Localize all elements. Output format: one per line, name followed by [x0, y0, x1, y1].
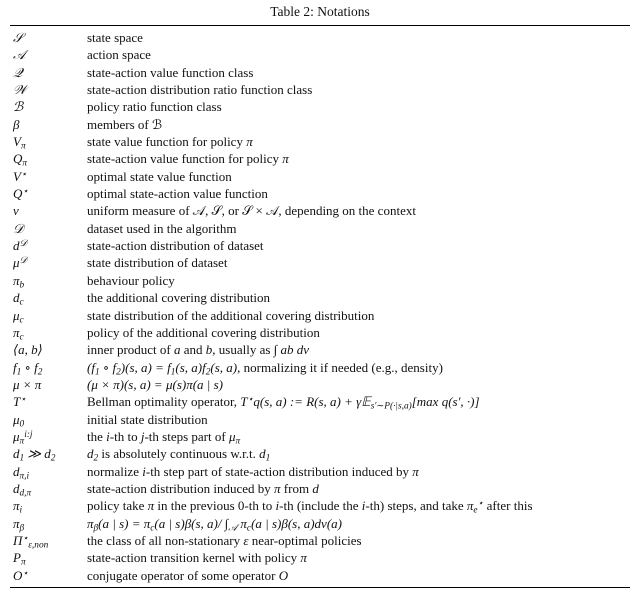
table-row [10, 445, 630, 462]
symbol-cell: ν [13, 203, 19, 219]
table-row [10, 81, 630, 98]
description-cell: state distribution of dataset [87, 255, 228, 271]
table-row [10, 185, 630, 202]
description-cell: uniform measure of 𝒜, 𝒮, or 𝒮 × 𝒜, depending on the context [87, 203, 416, 219]
table-row [10, 532, 630, 549]
table-row [10, 376, 630, 393]
symbol-cell: $\pi_b$ [13, 272, 25, 291]
symbol-cell: ℬ [13, 99, 24, 115]
description-cell: policy ratio function class [87, 99, 222, 115]
description-cell: dataset used in the algorithm [87, 220, 237, 236]
description-cell: Bellman optimality operator, T⋆q(s, a) := R(s, a) + γ𝔼$_{s'\sim P(\cdot|s,a)}$[max q(s′, ·)] [87, 394, 480, 412]
symbol-cell: $\pi_\beta$ [13, 515, 25, 533]
description-cell: behaviour policy [87, 272, 175, 288]
table-row [10, 168, 630, 185]
table-row [10, 428, 630, 445]
symbol-cell: 𝒟 [13, 220, 24, 236]
symbol-cell: μ × π [13, 376, 42, 392]
symbol-cell: $\mu_0$ [13, 411, 25, 429]
symbol-cell: $\pi_i$ [13, 498, 23, 516]
top-rule [10, 25, 630, 26]
description-cell: state-action value function class [87, 64, 254, 80]
symbol-cell: ⟨a, b⟩ [13, 342, 43, 358]
symbol-cell: V⋆ [13, 168, 27, 184]
description-cell: members of ℬ [87, 116, 163, 132]
table-row [10, 307, 630, 324]
symbol-cell: 𝒲 [13, 82, 27, 98]
symbol-cell: O⋆ [13, 567, 29, 583]
table-row [10, 29, 630, 46]
symbol-cell: $P_\pi$ [13, 550, 26, 568]
table-row [10, 116, 630, 133]
description-cell: state-action value function for policy π [87, 151, 289, 167]
description-cell: action space [87, 47, 151, 63]
notation-table-body [10, 29, 630, 584]
table-row [10, 549, 630, 566]
description-cell: state-action distribution induced by π from d [87, 480, 319, 496]
description-cell: state space [87, 30, 143, 45]
table-row [10, 237, 630, 254]
symbol-cell: $\mu^𝒟$ [13, 255, 27, 271]
symbol-cell: Q⋆ [13, 186, 29, 202]
bottom-rule [10, 587, 630, 588]
description-cell: inner product of a and b, usually as ∫ ab dν [87, 342, 310, 358]
table-caption: Table 2: Notations [270, 4, 370, 19]
table-row [10, 272, 630, 289]
description-cell: $\pi_\beta(a$ | $s) = \pi_c(a$ | s)β(s, a)/ $\int_𝒜$ $\pi_c(a$ | s)β(s, a)dν(a) [87, 515, 342, 533]
description-cell: optimal state value function [87, 168, 232, 184]
symbol-cell: 𝒜 [13, 47, 26, 63]
symbol-cell: $Q_\pi$ [13, 151, 28, 169]
symbol-cell: $\Pi^⋆_{\varepsilon,non}$ [13, 532, 49, 551]
symbol-cell: $f_1$ ∘ $f_2$ [13, 359, 43, 377]
table-row [10, 463, 630, 480]
description-cell: state value function for policy π [87, 134, 253, 150]
description-cell: (μ × π)(s, a) = μ(s)π(a | s) [87, 376, 224, 392]
table-row [10, 324, 630, 341]
description-cell: the class of all non-stationary ε near-optimal policies [87, 532, 362, 548]
description-cell: the i-th to j-th steps part of $\mu_\pi$ [87, 428, 241, 447]
table-row [10, 515, 630, 532]
symbol-cell: $d_c$ [13, 290, 24, 308]
description-cell: the additional covering distribution [87, 290, 271, 306]
symbol-cell: $\mu_c$ [13, 307, 24, 325]
description-cell: optimal state-action value function [87, 186, 268, 202]
symbol-cell: β [13, 116, 20, 132]
table-row [10, 150, 630, 167]
table-row [10, 359, 630, 376]
symbol-cell: $V_\pi$ [13, 134, 26, 152]
description-cell: state-action distribution ratio function class [87, 82, 313, 98]
table-row [10, 480, 630, 497]
description-cell: conjugate operator of some operator O [87, 567, 289, 583]
symbol-cell: $d^𝒟$ [13, 238, 27, 254]
table-row [10, 98, 630, 115]
description-cell: state distribution of the additional covering distribution [87, 307, 375, 323]
table-row [10, 46, 630, 63]
symbol-cell: $\pi_c$ [13, 324, 24, 343]
table-row [10, 289, 630, 306]
table-row [10, 411, 630, 428]
table-row [10, 64, 630, 81]
description-cell: policy take π in the previous 0-th to i-th (include the i-th) steps, and take $\pi_e^⋆$ after this [87, 498, 533, 516]
table-row [10, 497, 630, 514]
symbol-cell: 𝒬 [13, 64, 23, 80]
symbol-cell: $d_{d,\pi}$ [13, 480, 32, 499]
symbol-cell: $\mu_\pi^{i:j}$ [13, 428, 33, 447]
description-cell: state-action transition kernel with policy π [87, 550, 307, 566]
description-cell: ($f_1$ ∘ $f_2)(s$, $a) = f_1(s$, $a)f_2(s$, a), normalizing it if needed (e.g., density) [87, 359, 443, 377]
table-row [10, 202, 630, 219]
table-row [10, 220, 630, 237]
description-cell: policy of the additional covering distribution [87, 324, 320, 340]
table-row [10, 341, 630, 358]
description-cell: state-action distribution of dataset [87, 238, 264, 254]
symbol-cell: 𝒮 [13, 30, 24, 45]
table-row [10, 567, 630, 584]
symbol-cell: $d_1$ ≫ $d_2$ [13, 446, 56, 464]
table-row [10, 393, 630, 410]
table-row [10, 133, 630, 150]
symbol-cell: $d_{\pi,i}$ [13, 463, 30, 481]
table-row [10, 254, 630, 271]
description-cell: initial state distribution [87, 411, 208, 427]
description-cell: $d_2$ is absolutely continuous w.r.t. $d_1$ [87, 446, 271, 464]
description-cell: normalize i-th step part of state-action distribution induced by π [87, 463, 419, 479]
symbol-cell: T⋆ [13, 394, 27, 410]
